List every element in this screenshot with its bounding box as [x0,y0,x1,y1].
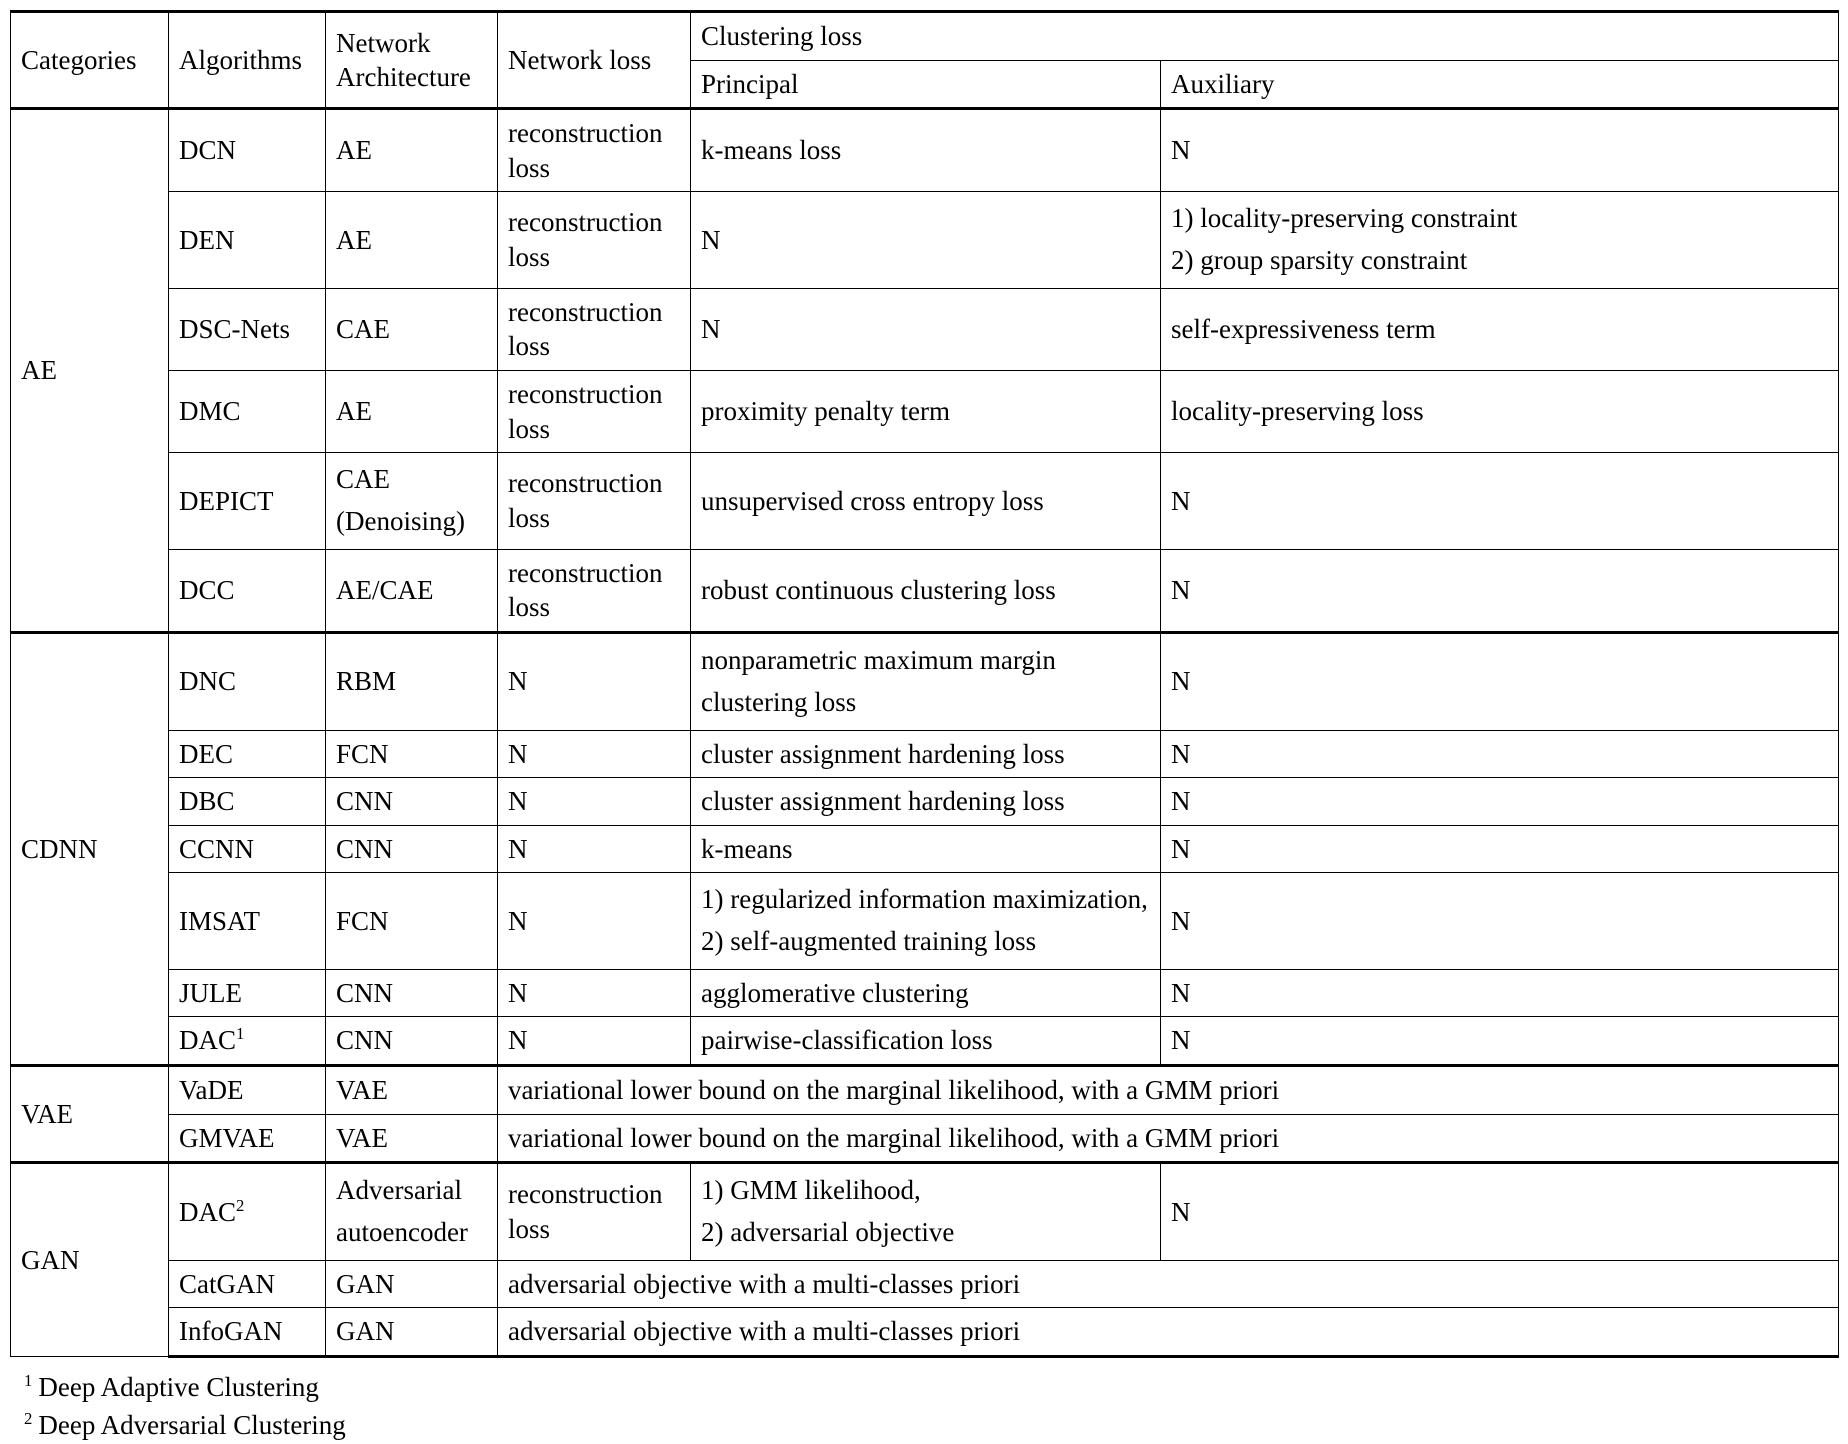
table-row [11,825,1839,873]
merged-loss-cell: adversarial objective with a multi-classes priori [498,1260,1839,1308]
footnote-text: Deep Adaptive Clustering [38,1371,319,1402]
network-loss-cell: N [498,730,691,778]
table-row [11,632,1839,730]
category-cell-cdnn: CDNN [11,632,169,1065]
category-cell-gan: GAN [11,1163,169,1357]
auxiliary-cell: N [1161,453,1839,550]
table-row [11,1017,1839,1066]
architecture-cell: GAN [326,1260,498,1308]
network-loss-cell: reconstruction loss [498,453,691,550]
principal-cell: N [691,288,1161,370]
auxiliary-cell: N [1161,873,1839,970]
principal-line-2: 2) adversarial objective [701,1216,955,1247]
network-loss-cell: reconstruction loss [498,192,691,289]
table-row [11,1163,1839,1261]
principal-cell: N [691,192,1161,289]
architecture-cell: CAE [326,288,498,370]
algorithm-cell: VaDE [169,1065,326,1114]
header-categories: Categories [11,12,169,109]
algorithm-cell: DSC-Nets [169,288,326,370]
network-loss-cell: N [498,778,691,826]
auxiliary-cell: N [1161,969,1839,1017]
footnote-marker: 1 [24,1370,33,1390]
category-cell-vae: VAE [11,1065,169,1162]
principal-cell: k-means loss [691,109,1161,192]
table-row [11,192,1839,289]
network-loss-cell: reconstruction loss [498,370,691,452]
algorithm-cell: DCC [169,549,326,632]
table-row [11,1308,1839,1357]
principal-cell [691,1163,1161,1261]
footnotes [10,1368,1838,1444]
network-loss-cell: reconstruction loss [498,1163,691,1261]
algorithm-cell: DEPICT [169,453,326,550]
header-auxiliary: Auxiliary [1161,60,1839,109]
architecture-line-2: (Denoising) [336,505,465,536]
table-row [11,288,1839,370]
principal-line-2: 2) self-augmented training loss [701,926,1037,957]
network-loss-cell: reconstruction loss [498,109,691,192]
architecture-cell: AE [326,109,498,192]
principal-cell: k-means [691,825,1161,873]
architecture-cell: FCN [326,730,498,778]
principal-cell [691,873,1161,970]
principal-line-1: 1) regularized information maximization, [701,884,1148,915]
algorithm-cell: CatGAN [169,1260,326,1308]
merged-loss-cell: variational lower bound on the marginal likelihood, with a GMM priori [498,1114,1839,1163]
network-loss-cell: N [498,825,691,873]
footnote-text: Deep Adversarial Clustering [38,1410,346,1441]
auxiliary-cell: N [1161,1017,1839,1066]
algorithm-cell: GMVAE [169,1114,326,1163]
algorithm-cell: IMSAT [169,873,326,970]
architecture-cell: VAE [326,1065,498,1114]
architecture-line-1: Adversarial [336,1175,462,1206]
principal-cell: robust continuous clustering loss [691,549,1161,632]
merged-loss-cell: adversarial objective with a multi-classes priori [498,1308,1839,1357]
footnote-marker: 2 [24,1409,33,1429]
algorithm-cell: DEN [169,192,326,289]
algorithm-label: DAC [179,1196,237,1227]
principal-cell: cluster assignment hardening loss [691,730,1161,778]
principal-cell: proximity penalty term [691,370,1161,452]
table-row [11,1114,1839,1163]
header-principal: Principal [691,60,1161,109]
architecture-line-2: autoencoder [336,1216,468,1247]
table-row [11,1065,1839,1114]
table-row [11,873,1839,970]
header-clustering-loss: Clustering loss [691,12,1839,61]
architecture-cell: CNN [326,825,498,873]
table-row [11,370,1839,452]
category-cell-ae: AE [11,109,169,633]
auxiliary-cell: self-expressiveness term [1161,288,1839,370]
header-network-loss: Network loss [498,12,691,109]
architecture-line-1: CAE [336,464,390,495]
network-loss-cell: N [498,1017,691,1066]
architecture-cell: AE/CAE [326,549,498,632]
principal-cell: pairwise-classification loss [691,1017,1161,1066]
architecture-cell: VAE [326,1114,498,1163]
algorithm-cell: DCN [169,109,326,192]
algorithm-cell [169,1163,326,1261]
algorithm-cell: CCNN [169,825,326,873]
principal-line-2: clustering loss [701,686,857,717]
auxiliary-cell: N [1161,1163,1839,1261]
architecture-cell: RBM [326,632,498,730]
algorithm-cell: DEC [169,730,326,778]
auxiliary-cell: N [1161,778,1839,826]
network-loss-cell: reconstruction loss [498,288,691,370]
principal-cell [691,632,1161,730]
header-row-1 [11,12,1839,61]
algorithm-cell [169,1017,326,1066]
architecture-cell: GAN [326,1308,498,1357]
deep-clustering-algorithms-table [10,10,1839,1358]
network-loss-cell: reconstruction loss [498,549,691,632]
table-row [11,549,1839,632]
auxiliary-line-2: 2) group sparsity constraint [1171,245,1468,276]
table-row [11,969,1839,1017]
architecture-cell: FCN [326,873,498,970]
auxiliary-cell: N [1161,632,1839,730]
algorithm-cell: DBC [169,778,326,826]
footnote-marker: 1 [236,1024,245,1044]
table-row [11,109,1839,192]
table-row [11,730,1839,778]
architecture-cell [326,1163,498,1261]
architecture-cell: CNN [326,969,498,1017]
footnote-marker: 2 [236,1195,245,1215]
algorithm-cell: JULE [169,969,326,1017]
auxiliary-cell [1161,192,1839,289]
principal-line-1: 1) GMM likelihood, [701,1175,921,1206]
header-network-architecture: Network Architecture [326,12,498,109]
algorithm-cell: DMC [169,370,326,452]
architecture-cell [326,453,498,550]
auxiliary-cell: N [1161,549,1839,632]
header-algorithms: Algorithms [169,12,326,109]
auxiliary-cell: locality-preserving loss [1161,370,1839,452]
table-row [11,778,1839,826]
auxiliary-line-1: 1) locality-preserving constraint [1171,203,1518,234]
architecture-cell: AE [326,192,498,289]
architecture-cell: CNN [326,778,498,826]
auxiliary-cell: N [1161,109,1839,192]
table-row [11,453,1839,550]
auxiliary-cell: N [1161,730,1839,778]
principal-line-1: nonparametric maximum margin [701,644,1056,675]
footnote-item [24,1368,1838,1406]
principal-cell: agglomerative clustering [691,969,1161,1017]
network-loss-cell: N [498,873,691,970]
architecture-cell: CNN [326,1017,498,1066]
merged-loss-cell: variational lower bound on the marginal likelihood, with a GMM priori [498,1065,1839,1114]
algorithm-cell: DNC [169,632,326,730]
principal-cell: cluster assignment hardening loss [691,778,1161,826]
algorithm-label: DAC [179,1025,237,1056]
architecture-cell: AE [326,370,498,452]
algorithm-cell: InfoGAN [169,1308,326,1357]
principal-cell: unsupervised cross entropy loss [691,453,1161,550]
network-loss-cell: N [498,632,691,730]
table-row [11,1260,1839,1308]
network-loss-cell: N [498,969,691,1017]
auxiliary-cell: N [1161,825,1839,873]
